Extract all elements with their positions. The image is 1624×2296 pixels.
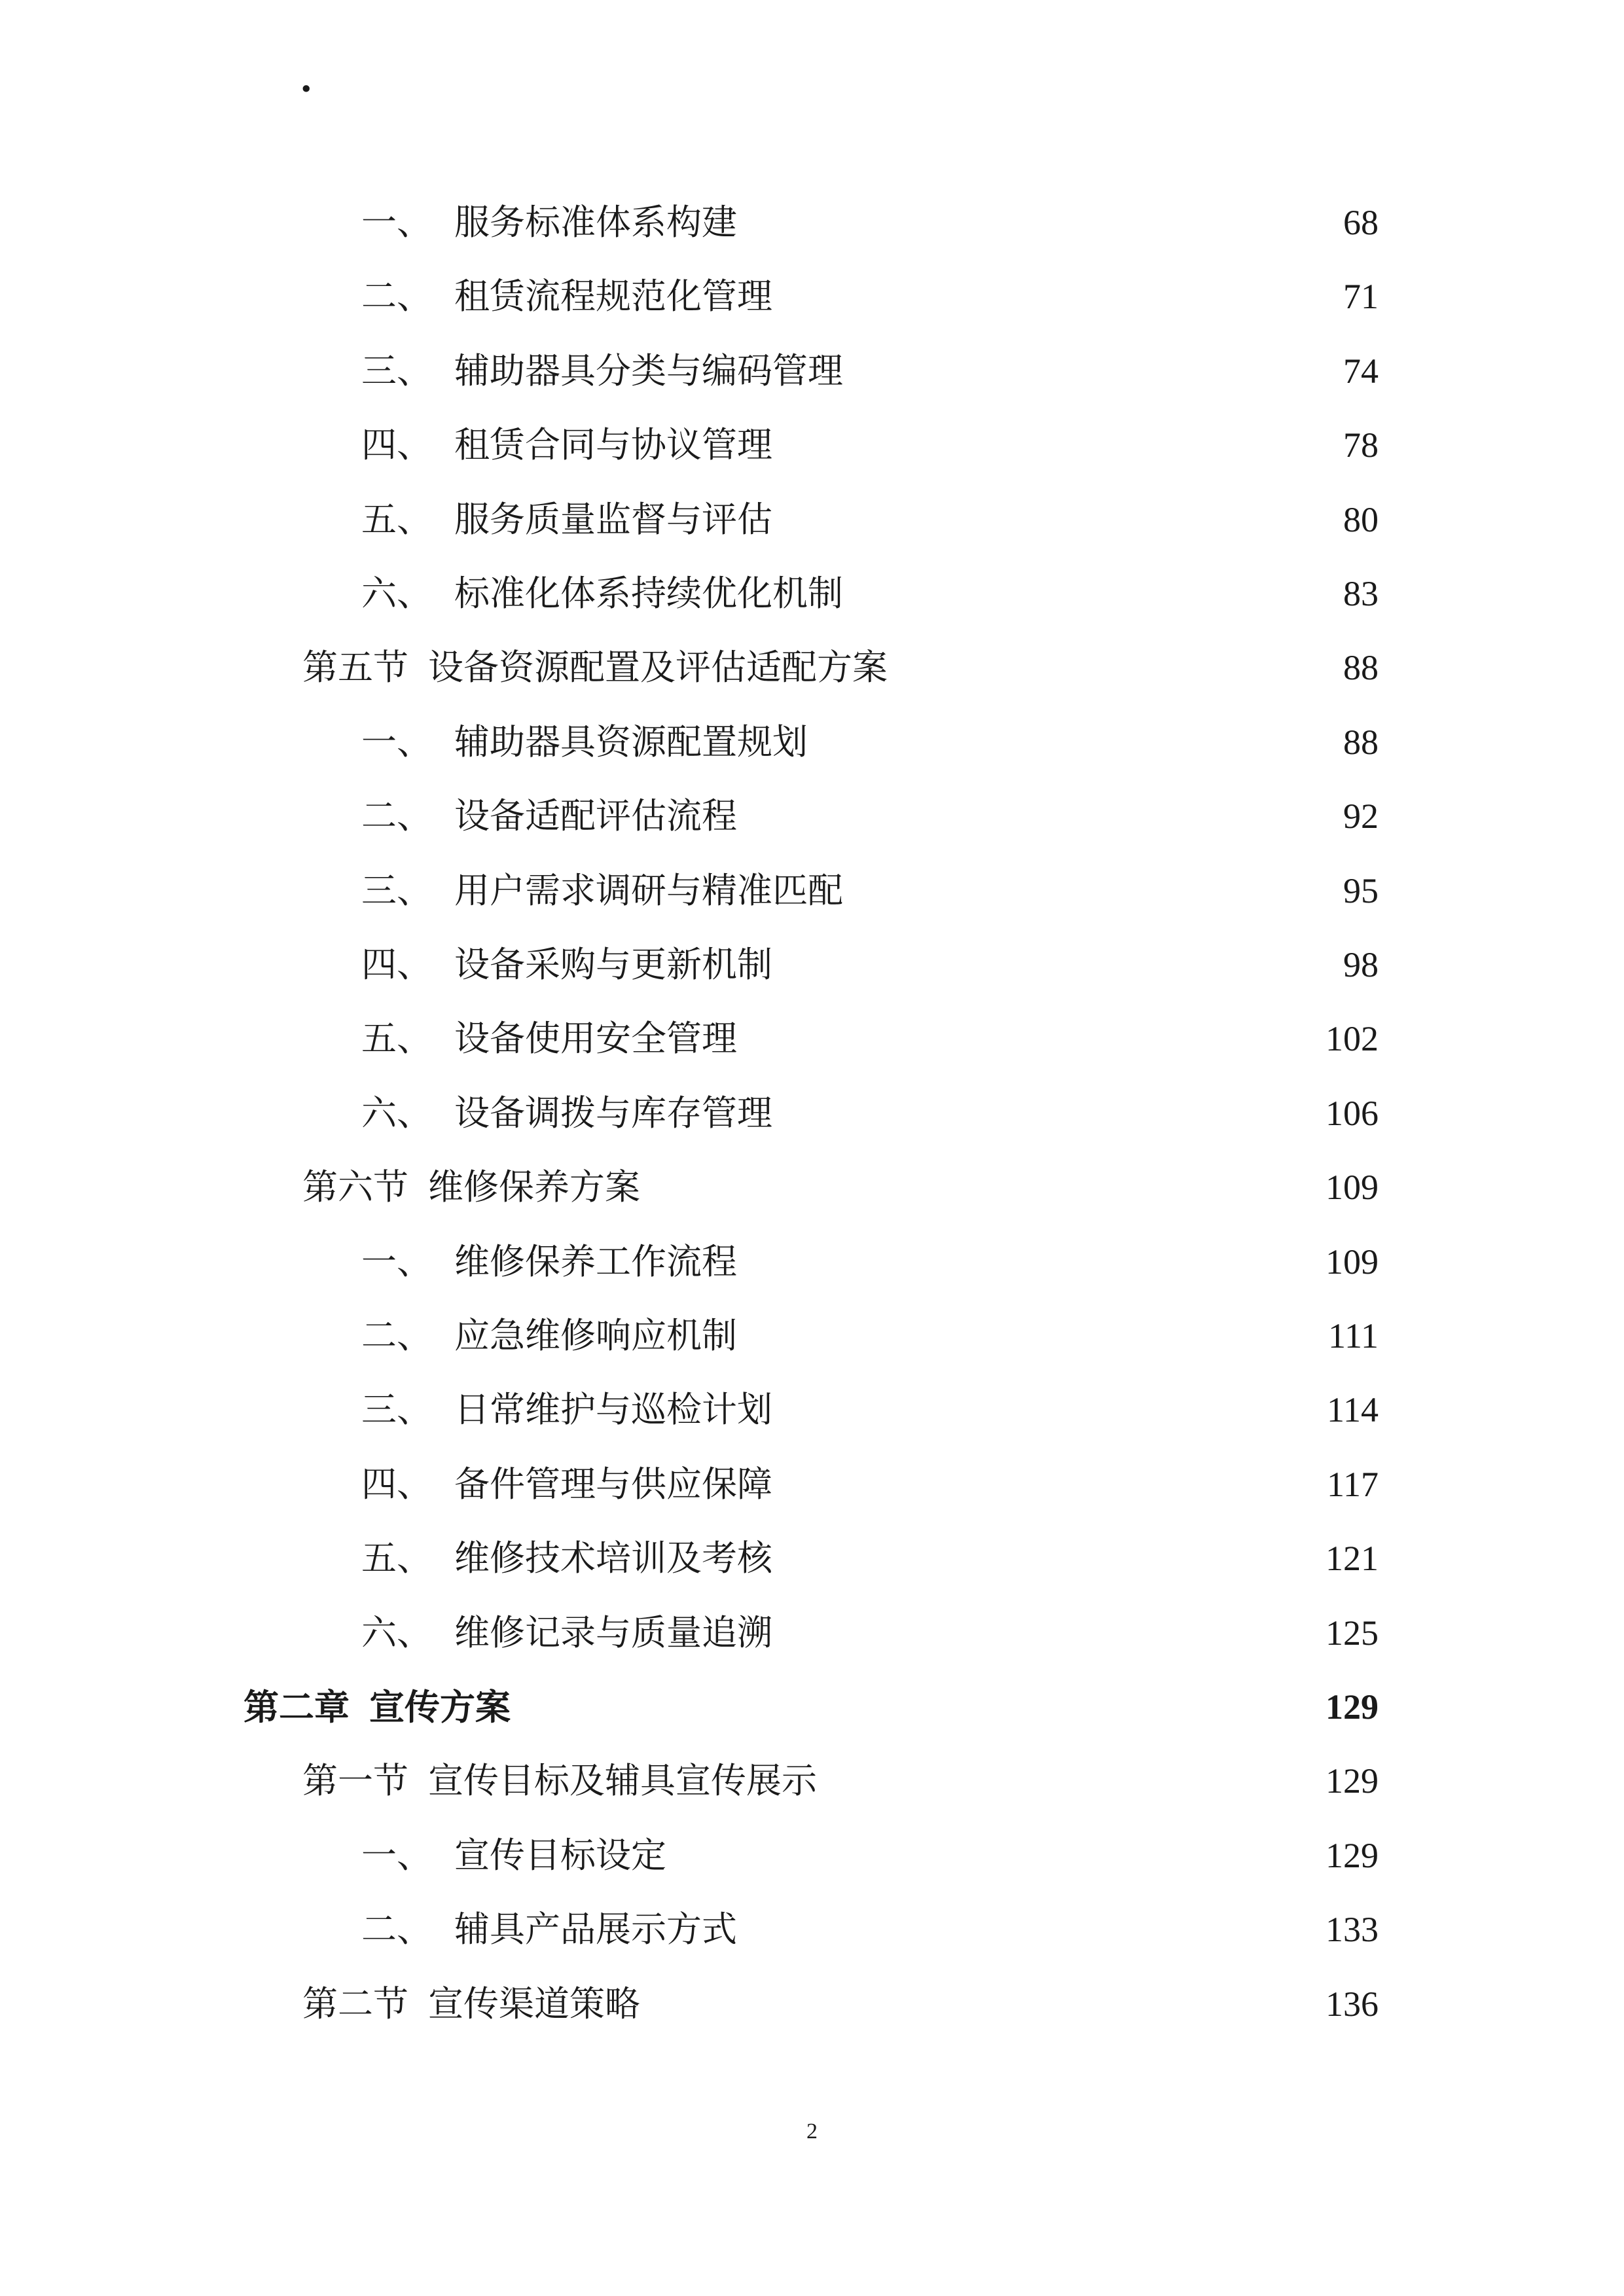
toc-entry-number: 二、 (361, 795, 432, 836)
dot-leader (746, 1244, 1314, 1280)
dot-leader (649, 1170, 1314, 1205)
toc-entry-number: 第五节 (302, 647, 408, 688)
toc-entry-page: 117 (1327, 1465, 1379, 1504)
toc-entry-title: 设备使用安全管理 (454, 1018, 737, 1059)
dot-leader (782, 1615, 1314, 1651)
dot-leader (817, 725, 1327, 760)
toc-entry-page: 88 (1343, 648, 1379, 687)
toc-entry-item[interactable] (361, 1596, 1379, 1670)
toc-entry-item[interactable] (361, 1522, 1379, 1595)
toc-entry-title: 维修技术培训及考核 (454, 1537, 772, 1579)
toc-entry-title: 宣传目标设定 (454, 1835, 666, 1876)
header-dot: · (300, 67, 313, 111)
toc-entry-number: 一、 (361, 1835, 432, 1876)
toc-entry-page: 109 (1326, 1168, 1379, 1207)
toc-entry-title: 日常维护与巡检计划 (454, 1389, 772, 1430)
dot-leader (676, 1838, 1314, 1873)
toc-entry-page: 111 (1328, 1316, 1379, 1355)
toc-entry-number: 四、 (361, 944, 432, 985)
toc-entry-item[interactable] (361, 1077, 1379, 1150)
toc-entry-number: 三、 (361, 1389, 432, 1430)
toc-entry-page: 106 (1326, 1094, 1379, 1133)
toc-entry-item[interactable] (361, 408, 1379, 482)
toc-entry-page: 98 (1343, 945, 1379, 984)
toc-entry-number: 五、 (361, 499, 432, 540)
toc-entry-section[interactable] (302, 1744, 1379, 1818)
toc-entry-item[interactable] (361, 780, 1379, 853)
dot-leader (746, 1912, 1314, 1947)
toc-entry-page: 92 (1343, 797, 1379, 836)
toc-entry-page: 80 (1343, 500, 1379, 539)
toc-entry-number: 六、 (361, 1092, 432, 1134)
toc-entry-title: 设备调拨与库存管理 (454, 1092, 772, 1134)
toc-entry-page: 125 (1326, 1613, 1379, 1653)
dot-leader (782, 1541, 1314, 1576)
toc-entry-item[interactable] (361, 1299, 1379, 1372)
dot-leader (782, 1467, 1315, 1502)
dot-leader (852, 873, 1327, 908)
toc-entry-page: 129 (1326, 1836, 1379, 1875)
toc-entry-number: 三、 (361, 870, 432, 911)
toc-entry-item[interactable] (361, 706, 1379, 779)
toc-entry-item[interactable] (361, 1225, 1379, 1299)
toc-entry-item[interactable] (361, 928, 1379, 1001)
toc-entry-item[interactable] (361, 557, 1379, 630)
toc-entry-title: 辅助器具资源配置规划 (454, 721, 808, 762)
toc-entry-page: 121 (1326, 1539, 1379, 1578)
dot-leader (782, 427, 1327, 463)
dot-leader (746, 1318, 1316, 1354)
toc-entry-title: 辅助器具分类与编码管理 (454, 350, 843, 391)
toc-entry-page: 129 (1326, 1687, 1379, 1727)
toc-entry-title: 维修保养方案 (428, 1166, 640, 1208)
toc-entry-page: 102 (1326, 1019, 1379, 1058)
toc-entry-section[interactable] (302, 1151, 1379, 1224)
toc-entry-number: 第一节 (302, 1760, 408, 1801)
toc-entry-number: 六、 (361, 573, 432, 614)
dot-leader (649, 1986, 1314, 2022)
toc-entry-title: 设备适配评估流程 (454, 795, 737, 836)
toc-entry-item[interactable] (361, 1448, 1379, 1521)
toc-entry-item[interactable] (361, 854, 1379, 927)
toc-entry-number: 第六节 (302, 1166, 408, 1208)
toc-entry-item[interactable] (361, 1819, 1379, 1892)
toc-entry-page: 133 (1326, 1910, 1379, 1949)
toc-entry-title: 租赁合同与协议管理 (454, 424, 772, 465)
toc-entry-page: 114 (1327, 1390, 1379, 1429)
dot-leader (746, 205, 1327, 240)
toc-entry-title: 用户需求调研与精准匹配 (454, 870, 843, 911)
dot-leader (782, 1392, 1315, 1427)
toc-entry-title: 设备采购与更新机制 (454, 944, 772, 985)
toc-entry-item[interactable] (361, 334, 1379, 408)
toc-entry-title: 维修保养工作流程 (454, 1241, 737, 1282)
toc-entry-page: 78 (1343, 425, 1379, 465)
toc-entry-item[interactable] (361, 1373, 1379, 1446)
dot-leader (746, 1021, 1314, 1056)
toc-entry-number: 四、 (361, 424, 432, 465)
toc-entry-page: 88 (1343, 723, 1379, 762)
toc-entry-title: 宣传目标及辅具宣传展示 (428, 1760, 817, 1801)
toc-entry-title: 租赁流程规范化管理 (454, 276, 772, 317)
toc-entry-title: 应急维修响应机制 (454, 1315, 737, 1356)
dot-leader (782, 502, 1327, 537)
toc-entry-number: 五、 (361, 1018, 432, 1059)
toc-entry-number: 第二节 (302, 1983, 408, 2024)
toc-entry-title: 标准化体系持续优化机制 (454, 573, 843, 614)
toc-entry-number: 二、 (361, 1909, 432, 1950)
toc-entry-number: 二、 (361, 1315, 432, 1356)
toc-entry-item[interactable] (361, 186, 1379, 259)
toc-entry-number: 一、 (361, 721, 432, 762)
toc-entry-number: 一、 (361, 1241, 432, 1282)
toc-entry-page: 68 (1343, 203, 1379, 242)
toc-entry-title: 服务质量监督与评估 (454, 499, 772, 540)
dot-leader (746, 798, 1327, 834)
toc-entry-title: 设备资源配置及评估适配方案 (428, 647, 888, 688)
toc-entry-page: 71 (1343, 277, 1379, 316)
toc-entry-item[interactable] (361, 483, 1379, 556)
page-number: 2 (806, 2119, 818, 2144)
dot-leader (520, 1689, 1314, 1725)
toc-entry-page: 95 (1343, 871, 1379, 910)
toc-entry-item[interactable] (361, 1893, 1379, 1966)
toc-entry-number: 五、 (361, 1537, 432, 1579)
dot-leader (852, 576, 1327, 611)
toc-entry-number: 二、 (361, 276, 432, 317)
toc-entry-number: 六、 (361, 1612, 432, 1653)
dot-leader (782, 279, 1327, 314)
dot-leader (782, 1096, 1314, 1131)
toc-entry-number: 一、 (361, 202, 432, 243)
toc-entry-number: 三、 (361, 350, 432, 391)
toc-entry-chapter[interactable] (244, 1670, 1379, 1744)
dot-leader (897, 650, 1327, 685)
toc-entry-page: 129 (1326, 1761, 1379, 1801)
toc-entry-title: 宣传渠道策略 (428, 1983, 640, 2024)
toc-entry-page: 83 (1343, 574, 1379, 613)
toc-entry-page: 74 (1343, 351, 1379, 391)
toc-entry-item[interactable] (361, 260, 1379, 333)
toc-entry-title: 维修记录与质量追溯 (454, 1612, 772, 1653)
toc-entry-title: 备件管理与供应保障 (454, 1463, 772, 1505)
toc-entry-section[interactable] (302, 1967, 1379, 2041)
dot-leader (852, 353, 1327, 389)
toc-entry-title: 辅具产品展示方式 (454, 1909, 737, 1950)
toc-entry-number: 四、 (361, 1463, 432, 1505)
toc-entry-page: 109 (1326, 1242, 1379, 1282)
dot-leader (782, 947, 1327, 982)
toc-entry-item[interactable] (361, 1002, 1379, 1075)
toc-entry-section[interactable] (302, 631, 1379, 704)
toc-entry-page: 136 (1326, 1984, 1379, 2024)
toc-entry-number: 第二章 (244, 1686, 350, 1728)
toc-entry-title: 服务标准体系构建 (454, 202, 737, 243)
dot-leader (826, 1763, 1314, 1799)
toc-entry-title: 宣传方案 (369, 1686, 511, 1728)
